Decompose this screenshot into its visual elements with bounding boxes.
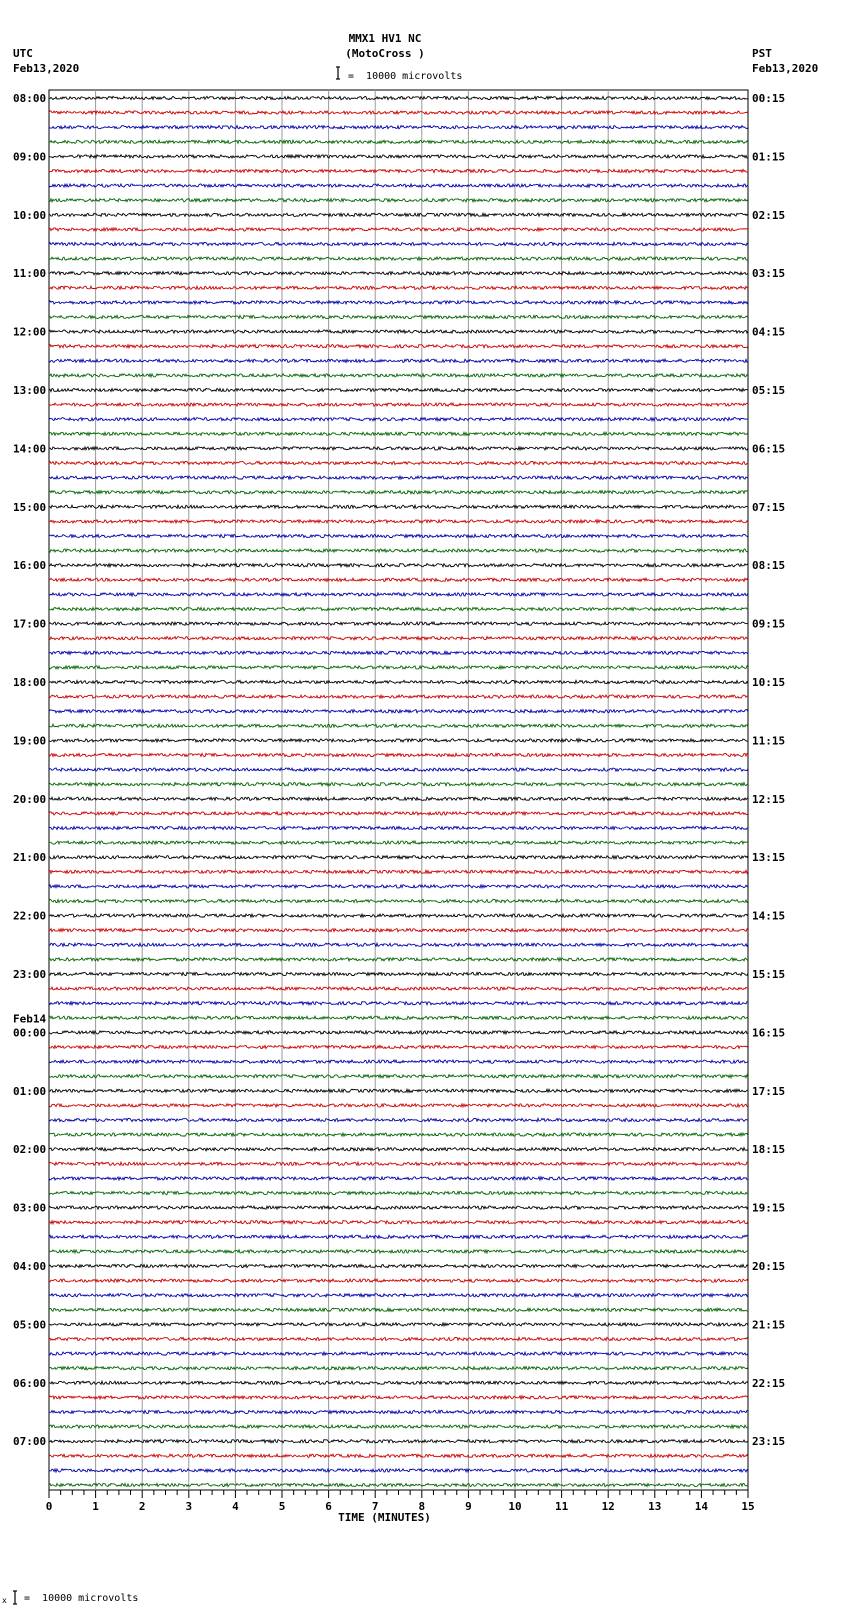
right-hour-label: 02:15 [752, 208, 786, 222]
x-tick-label: 3 [185, 1500, 193, 1513]
left-hour-label: 04:00 [13, 1260, 47, 1273]
right-hour-label: 12:15 [752, 792, 786, 806]
trace-line [49, 345, 748, 348]
left-hour-label: 22:00 [13, 909, 47, 923]
trace-line [49, 1469, 748, 1472]
trace-line [49, 1337, 748, 1340]
x-tick-label: 8 [418, 1500, 426, 1513]
footer-marker: x [2, 1596, 7, 1605]
trace-line [49, 1425, 748, 1428]
left-hour-label: 06:00 [13, 1376, 47, 1390]
trace-line [49, 1221, 748, 1224]
left-hour-label: 05:00 [13, 1318, 47, 1332]
trace-line [49, 155, 748, 158]
trace-line [49, 491, 748, 494]
x-tick-label: 15 [741, 1500, 755, 1513]
left-hour-label: 03:00 [13, 1201, 47, 1215]
trace-line [49, 1162, 748, 1165]
trace-line [49, 403, 748, 406]
trace-line [49, 1279, 748, 1282]
trace-line [49, 1104, 748, 1107]
trace-line [49, 972, 748, 975]
right-hour-label: 03:15 [752, 267, 786, 281]
trace-line [49, 841, 748, 844]
trace-line [49, 418, 748, 421]
trace-line [49, 1016, 748, 1019]
trace-line [49, 680, 748, 683]
right-hour-label: 09:15 [752, 617, 786, 631]
right-hour-label: 07:15 [752, 500, 786, 514]
trace-line [49, 914, 748, 917]
trace-line [49, 432, 748, 435]
left-hour-label: 09:00 [13, 150, 47, 164]
x-tick-label: 4 [232, 1500, 239, 1513]
trace-line [49, 1308, 748, 1311]
trace-line [49, 1454, 748, 1457]
station-title: MMX1 HV1 NC [348, 32, 422, 45]
trace-line [49, 1002, 748, 1005]
left-hour-label: 21:00 [13, 851, 47, 865]
trace-line [49, 242, 748, 245]
trace-line [49, 1075, 748, 1078]
trace-line [49, 1367, 748, 1370]
trace-line [49, 929, 748, 932]
x-tick-label: 0 [45, 1500, 53, 1513]
trace-line [49, 856, 748, 859]
right-hour-label: 10:15 [752, 676, 786, 689]
trace-line [49, 257, 748, 260]
x-tick-label: 13 [648, 1500, 662, 1513]
trace-line [49, 943, 748, 946]
trace-line [49, 228, 748, 231]
right-hour-label: 20:15 [752, 1260, 786, 1273]
x-tick-label: 12 [601, 1500, 615, 1513]
left-hour-label: 01:00 [13, 1084, 47, 1098]
trace-line [49, 388, 748, 391]
right-hour-label: 08:15 [752, 559, 786, 573]
trace-line [49, 111, 748, 114]
left-hour-label: 17:00 [13, 617, 47, 631]
right-hour-label: 04:15 [752, 325, 786, 339]
left-hour-label: 23:00 [13, 968, 47, 981]
trace-line [49, 1381, 748, 1384]
trace-line [49, 1206, 748, 1209]
left-hour-label: 12:00 [13, 325, 47, 339]
trace-line [49, 184, 748, 187]
site-name: (MotoCross ) [345, 47, 425, 60]
right-hour-label: 11:15 [752, 734, 786, 748]
trace-line [49, 301, 748, 304]
right-timezone: PST [752, 47, 772, 60]
trace-line [49, 826, 748, 829]
trace-line [49, 870, 748, 873]
trace-line [49, 1133, 748, 1136]
left-hour-label: 18:00 [13, 676, 47, 689]
x-tick-label: 2 [138, 1500, 146, 1513]
trace-line [49, 637, 748, 640]
trace-line [49, 651, 748, 654]
trace-line [49, 622, 748, 625]
trace-line [49, 1323, 748, 1326]
trace-line [49, 1177, 748, 1180]
trace-line [49, 520, 748, 523]
right-hour-label: 17:15 [752, 1084, 786, 1098]
trace-line [49, 739, 748, 742]
trace-line [49, 885, 748, 888]
trace-line [49, 1031, 748, 1034]
right-hour-label: 13:15 [752, 851, 786, 865]
trace-line [49, 593, 748, 596]
date-change-label: Feb14 [13, 1012, 47, 1026]
trace-line [49, 1352, 748, 1355]
left-hour-label: 07:00 [13, 1435, 47, 1449]
trace-line [49, 359, 748, 362]
right-date: Feb13,2020 [752, 62, 819, 75]
left-hour-label: 20:00 [13, 792, 47, 806]
trace-line [49, 505, 748, 508]
trace-line [49, 987, 748, 990]
left-date: Feb13,2020 [13, 62, 80, 75]
trace-line [49, 1483, 748, 1486]
right-hour-label: 00:15 [752, 92, 786, 105]
trace-line [49, 666, 748, 669]
left-hour-label: 13:00 [13, 384, 47, 397]
right-hour-label: 14:15 [752, 909, 786, 923]
trace-line [49, 461, 748, 464]
right-hour-label: 16:15 [752, 1026, 786, 1040]
x-tick-label: 6 [325, 1500, 332, 1513]
trace-line [49, 724, 748, 727]
trace-line [49, 549, 748, 552]
trace-line [49, 140, 748, 143]
trace-line [49, 1294, 748, 1297]
right-hour-label: 18:15 [752, 1143, 786, 1157]
trace-line [49, 768, 748, 771]
trace-line [49, 899, 748, 902]
left-hour-label: 16:00 [13, 559, 47, 573]
trace-line [49, 710, 748, 713]
trace-line [49, 1250, 748, 1253]
trace-line [49, 315, 748, 318]
x-tick-label: 5 [278, 1500, 286, 1513]
left-hour-label: 02:00 [13, 1143, 47, 1157]
x-axis-title: TIME (MINUTES) [338, 1511, 431, 1524]
trace-line [49, 812, 748, 815]
right-hour-label: 19:15 [752, 1201, 786, 1215]
left-hour-label: 08:00 [13, 92, 47, 105]
trace-line [49, 1148, 748, 1151]
trace-line [49, 753, 748, 756]
footer-scale-label: = 10000 microvolts [24, 1593, 139, 1604]
trace-line [49, 213, 748, 216]
trace-line [49, 126, 748, 129]
trace-line [49, 1118, 748, 1121]
right-hour-label: 15:15 [752, 968, 786, 981]
trace-line [49, 607, 748, 610]
x-tick-label: 1 [92, 1500, 99, 1513]
trace-line [49, 564, 748, 567]
trace-line [49, 1396, 748, 1399]
trace-line [49, 272, 748, 275]
left-hour-label: 10:00 [13, 208, 47, 222]
right-hour-label: 05:15 [752, 384, 786, 397]
scale-label: = 10000 microvolts [348, 71, 463, 82]
trace-line [49, 1191, 748, 1194]
trace-line [49, 476, 748, 479]
right-hour-label: 06:15 [752, 442, 786, 456]
trace-line [49, 286, 748, 289]
trace-line [49, 1089, 748, 1092]
trace-line [49, 447, 748, 450]
right-hour-label: 23:15 [752, 1435, 786, 1449]
trace-line [49, 1410, 748, 1413]
x-tick-label: 9 [465, 1500, 472, 1513]
left-hour-label: 15:00 [13, 500, 47, 514]
trace-line [49, 96, 748, 99]
trace-line [49, 374, 748, 377]
x-tick-label: 11 [554, 1500, 569, 1513]
x-tick-label: 14 [694, 1500, 709, 1513]
trace-line [49, 534, 748, 537]
x-tick-label: 10 [508, 1500, 522, 1513]
left-hour-label: 00:00 [13, 1026, 47, 1040]
trace-line [49, 1060, 748, 1063]
x-tick-label: 7 [371, 1500, 379, 1513]
right-hour-label: 22:15 [752, 1376, 786, 1390]
trace-line [49, 958, 748, 961]
trace-line [49, 695, 748, 698]
trace-line [49, 330, 748, 333]
trace-line [49, 1235, 748, 1238]
trace-line [49, 199, 748, 202]
trace-line [49, 783, 748, 786]
trace-line [49, 1045, 748, 1048]
trace-line [49, 169, 748, 172]
left-hour-label: 19:00 [13, 734, 47, 748]
trace-line [49, 797, 748, 800]
right-hour-label: 21:15 [752, 1318, 786, 1332]
trace-line [49, 578, 748, 581]
left-hour-label: 14:00 [13, 442, 47, 456]
left-timezone: UTC [13, 47, 33, 60]
left-hour-label: 11:00 [13, 267, 47, 281]
trace-line [49, 1264, 748, 1267]
trace-line [49, 1440, 748, 1443]
right-hour-label: 01:15 [752, 150, 786, 164]
